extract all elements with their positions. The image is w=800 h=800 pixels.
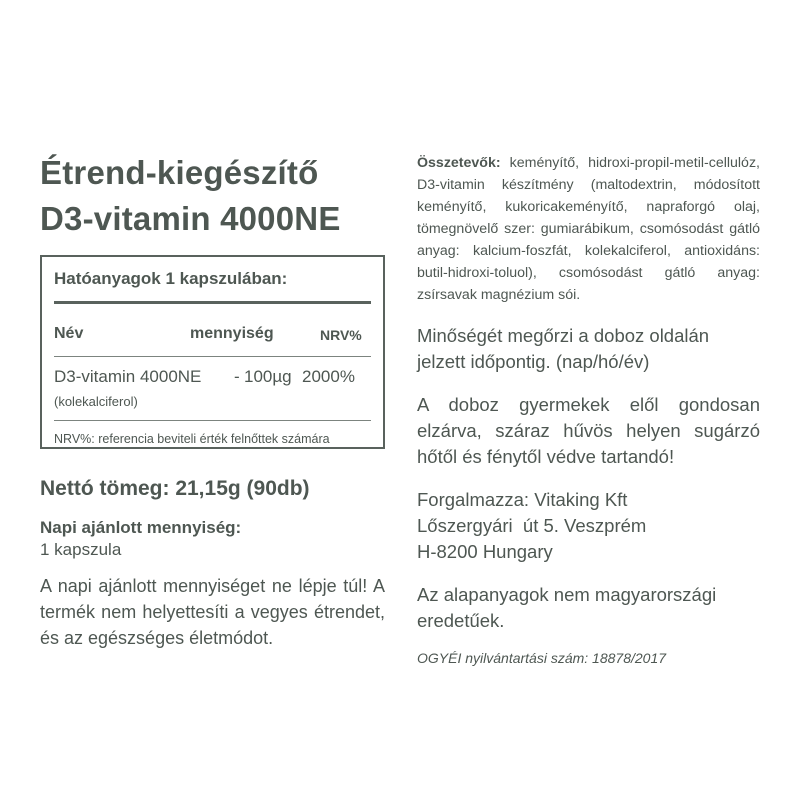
- title-line-1: Étrend-kiegészítő: [40, 154, 319, 191]
- nutrition-table: [40, 255, 385, 449]
- right-column: [417, 152, 760, 666]
- distributor-block: [417, 487, 760, 565]
- nutrition-heading: Hatóanyagok 1 kapszulában:: [54, 269, 288, 288]
- row-dash: -: [234, 367, 240, 386]
- nutrition-rule-bottom: [54, 420, 371, 421]
- daily-dose-heading: Napi ajánlott mennyiség:: [40, 518, 242, 537]
- column-amount: mennyiség: [190, 325, 274, 342]
- origin-text: Az alapanyagok nem magyarországi eredetűek.: [417, 584, 717, 631]
- row-name: D3-vitamin 4000NE: [54, 367, 202, 386]
- row-subtext: (kolekalciferol): [54, 394, 138, 409]
- warning-text: A napi ajánlott mennyiséget ne lépje túl! A termék nem helyettesíti a vegyes étrendet, és az egészséges életmódot.: [40, 576, 385, 648]
- nutrition-rule-top: [54, 301, 371, 304]
- nutrition-footnote: NRV%: referencia beviteli érték felnőttek számára: [54, 432, 330, 446]
- column-name: Név: [54, 325, 84, 342]
- distributor-line-2: Lőszergyári út 5. Veszprém: [417, 515, 647, 536]
- distributor-line-3: H-8200 Hungary: [417, 541, 553, 562]
- left-column: [40, 150, 385, 651]
- children-warning: A doboz gyermekek elől gondosan elzárva, száraz hűvös helyen sugárzó hőtől és fénytől védve tartandó!: [417, 394, 760, 467]
- net-weight: Nettó tömeg: 21,15g (90db): [40, 477, 310, 500]
- title-line-2: D3-vitamin 4000NE: [40, 200, 341, 237]
- storage-text: Minőségét megőrzi a doboz oldalán jelzett időpontig. (nap/hó/év): [417, 325, 710, 372]
- column-nrv: NRV%: [320, 327, 362, 343]
- ingredients-text: keményítő, hidroxi-propil-metil-cellulóz, D3-vitamin készítmény (maltodextrin, módosított keményítő, kukoricakeményítő, napraforgó olaj, tömegnövelő szer: gumiarábikum, csomósodást gátló anyag: kalcium-foszfát, kolekalciferol, antioxidáns: butil-hidroxi-toluol), csomósodást gátló anyag: zsírsavak magnézium sói.: [417, 155, 760, 303]
- daily-dose-value: 1 kapszula: [40, 540, 122, 559]
- row-amount: 100µg: [244, 367, 292, 386]
- distributor-line-1: Forgalmazza: Vitaking Kft: [417, 489, 628, 510]
- ingredients: [417, 152, 760, 306]
- ingredients-label: Összetevők:: [417, 155, 501, 171]
- row-nrv: 2000%: [302, 367, 355, 386]
- nutrition-rule-header: [54, 356, 371, 357]
- registration-number: OGYÉI nyilvántartási szám: 18878/2017: [417, 650, 667, 666]
